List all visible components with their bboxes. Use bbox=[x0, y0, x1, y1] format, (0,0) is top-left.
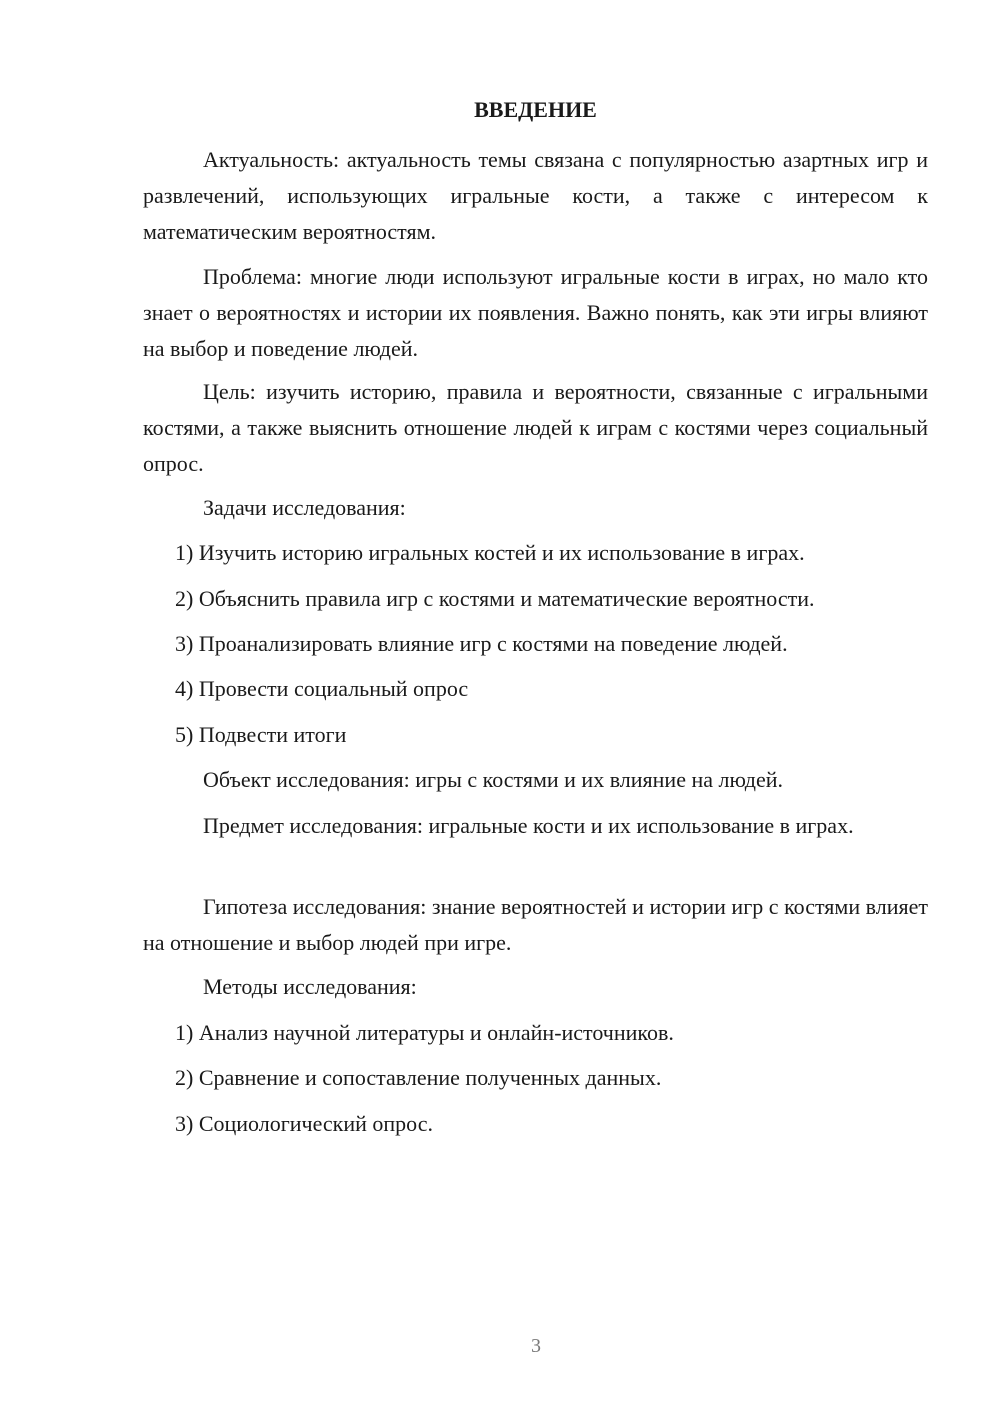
relevance-paragraph: Актуальность: актуальность темы связана с популярностью азартных игр и развлечений, использующих игральные кости, а также с интересом к математическим вероятностям. bbox=[143, 147, 928, 244]
problem-paragraph: Проблема: многие люди используют игральные кости в играх, но мало кто знает о вероятностях и истории их появления. Важно понять, как эти игры влияют на выбор и поведение людей. bbox=[143, 264, 928, 361]
methods-heading: Методы исследования: bbox=[203, 974, 417, 999]
page-number: 3 bbox=[531, 1335, 541, 1357]
goal-paragraph: Цель: изучить историю, правила и вероятности, связанные с игральными костями, а также выяснить отношение людей к играм с костями через социальный опрос. bbox=[143, 379, 928, 476]
method-item: 1) Анализ научной литературы и онлайн-источников. bbox=[175, 1020, 674, 1045]
method-item: 3) Социологический опрос. bbox=[175, 1111, 433, 1136]
task-item: 5) Подвести итоги bbox=[175, 722, 347, 747]
hypothesis-paragraph: Гипотеза исследования: знание вероятностей и истории игр с костями влияет на отношение и выбор людей при игре. bbox=[143, 894, 928, 955]
object-paragraph: Объект исследования: игры с костями и их влияние на людей. bbox=[203, 767, 784, 792]
task-item: 1) Изучить историю игральных костей и их использование в играх. bbox=[175, 540, 805, 565]
tasks-heading: Задачи исследования: bbox=[203, 495, 406, 520]
section-title: ВВЕДЕНИЕ bbox=[474, 97, 597, 122]
task-item: 2) Объяснить правила игр с костями и математические вероятности. bbox=[175, 586, 815, 611]
method-item: 2) Сравнение и сопоставление полученных данных. bbox=[175, 1065, 662, 1090]
task-item: 3) Проанализировать влияние игр с костями на поведение людей. bbox=[175, 631, 788, 656]
subject-paragraph: Предмет исследования: игральные кости и их использование в играх. bbox=[203, 813, 854, 838]
task-item: 4) Провести социальный опрос bbox=[175, 676, 469, 701]
